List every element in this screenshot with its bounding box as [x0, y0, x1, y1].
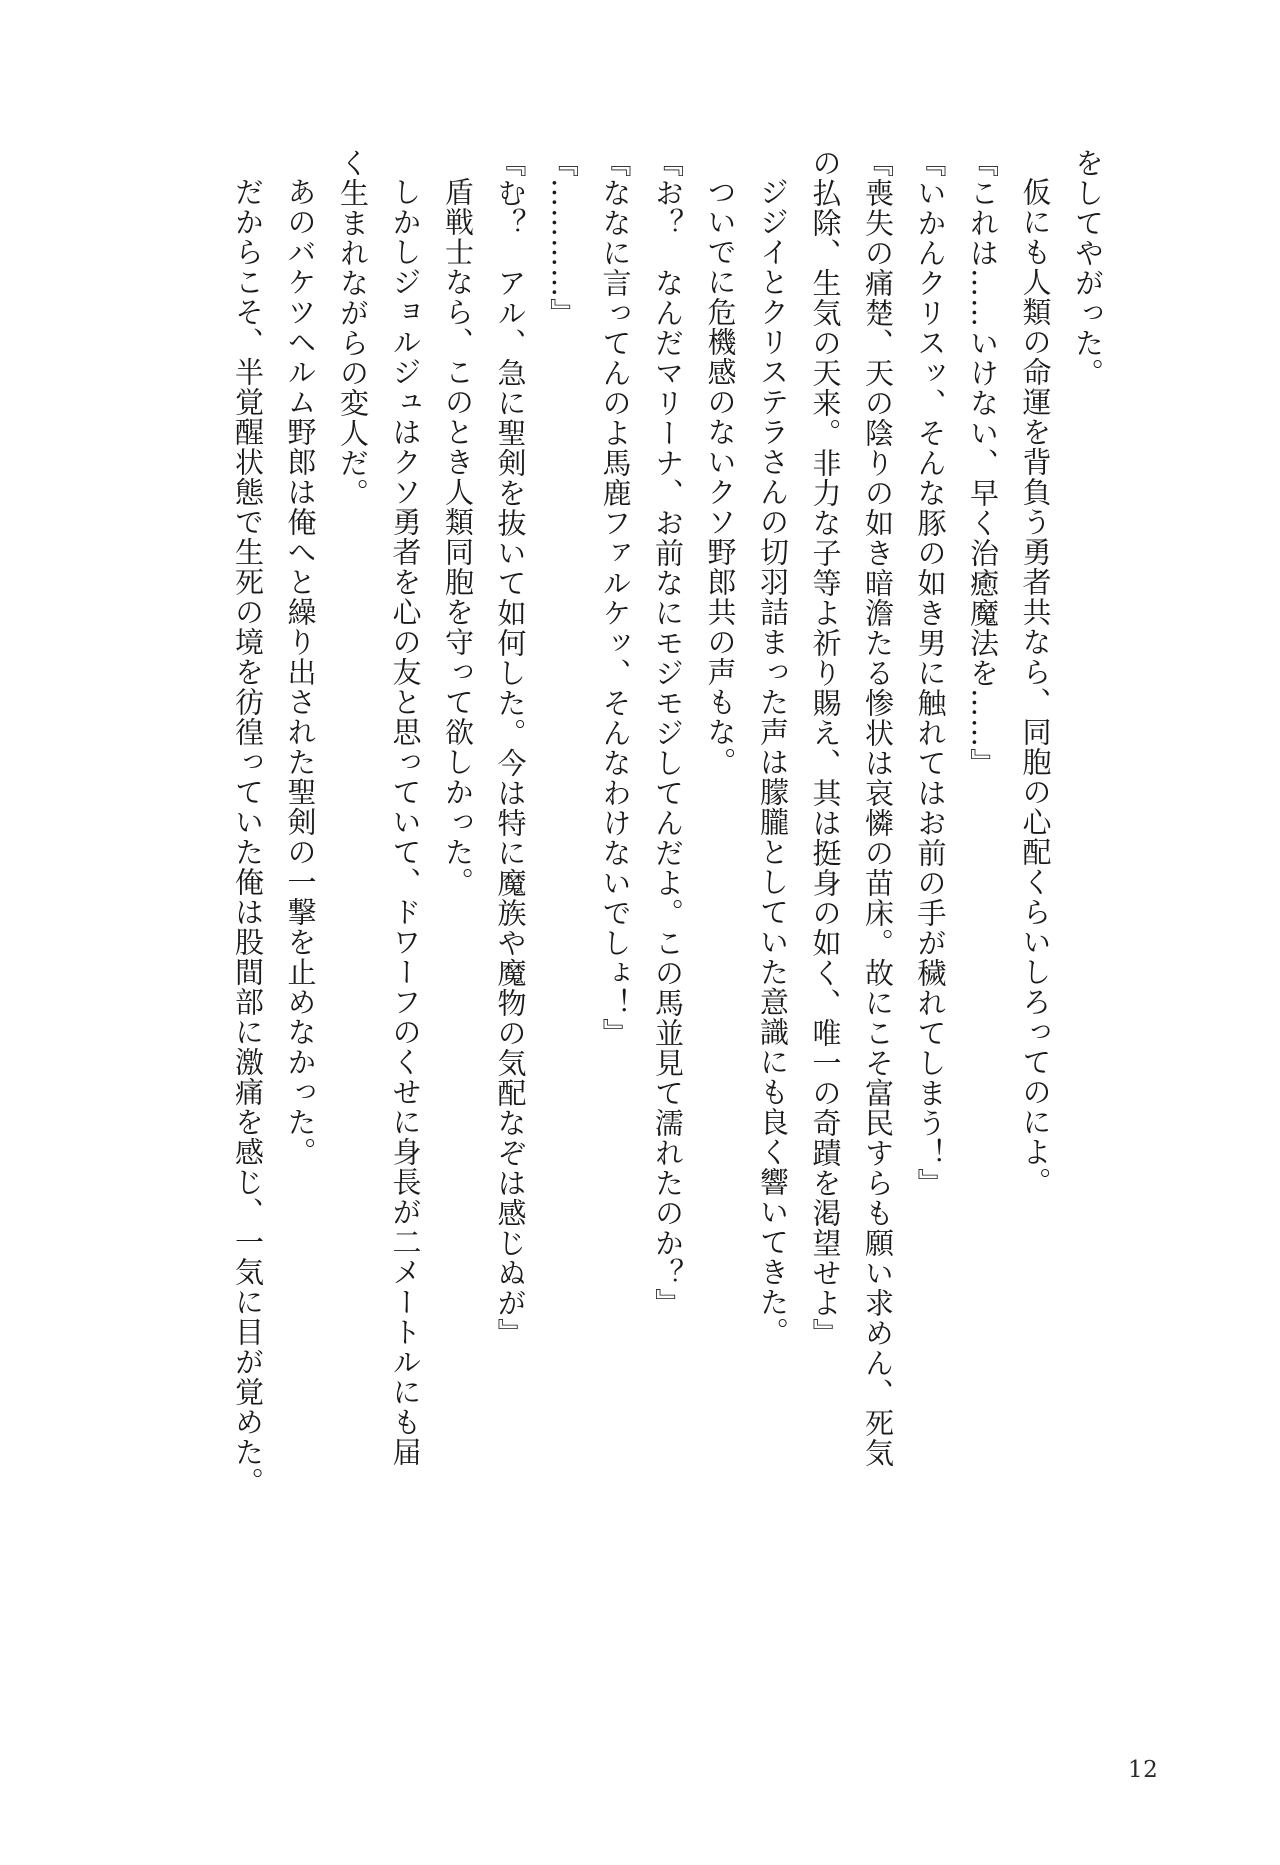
dialogue-line-5: 『喪失の痛楚、天の陰りの如き暗澹たる惨状は哀憐の苗床。故にこそ富民すらも願い求めん、死気: [861, 148, 895, 1468]
text-line-2: 仮にも人類の命運を背負う勇者共なら、同胞の心配くらいしろってのによ。: [1018, 177, 1053, 1197]
dialogue-line-3: 『これは……いけない、早く治癒魔法を……』: [966, 148, 1000, 778]
dialogue-line-12: 『む？ アル、急に聖剣を抜いて如何した。今は特に魔族や魔物の気配なぞは感じぬが』: [493, 148, 528, 1348]
text-line-13: 盾戦士なら、このとき人類同胞を守って欲しかった。: [441, 177, 475, 897]
dialogue-line-11: 『…………』: [546, 148, 580, 328]
text-line-14: しかしジョルジュはクソ勇者を心の友と思っていて、ドワーフのくせに身長が二メートルにも届: [388, 177, 423, 1467]
text-line-15: く生まれながらの変人だ。: [336, 148, 370, 508]
vertical-text-block: [222, 148, 1115, 1588]
text-line-7: ジジイとクリステラさんの切羽詰まった声は朦朧としていた意識にも良く響いてきた。: [756, 177, 790, 1347]
dialogue-line-10: 『ななに言ってんのよ馬鹿ファルケッ、そんなわけないでしょ！』: [598, 148, 633, 1048]
dialogue-line-4: 『いかんクリスッ、そんな豚の如き男に触れてはお前の手が穢れてしまう！』: [913, 148, 948, 1198]
text-line-1: をしてやがった。: [1071, 148, 1105, 388]
text-line-16: あのバケツヘルム野郎は俺へと繰り出された聖剣の一撃を止めなかった。: [283, 177, 318, 1167]
dialogue-line-6: の払除、生気の天来。非力な子等よ祈り賜え、其は挺身の如く、唯一の奇蹟を渇望せよ』: [808, 148, 843, 1348]
dialogue-line-9: 『お？ なんだマリーナ、お前なにモジモジしてんだよ。この馬並見て濡れたのか？』: [651, 148, 685, 1318]
text-line-17: だからこそ、半覚醒状態で生死の境を彷徨っていた俺は股間部に激痛を感じ、一気に目が覚めた。: [231, 177, 265, 1497]
page-number: 12: [1128, 1757, 1159, 1783]
text-line-8: ついでに危機感のないクソ野郎共の声もな。: [703, 177, 738, 777]
